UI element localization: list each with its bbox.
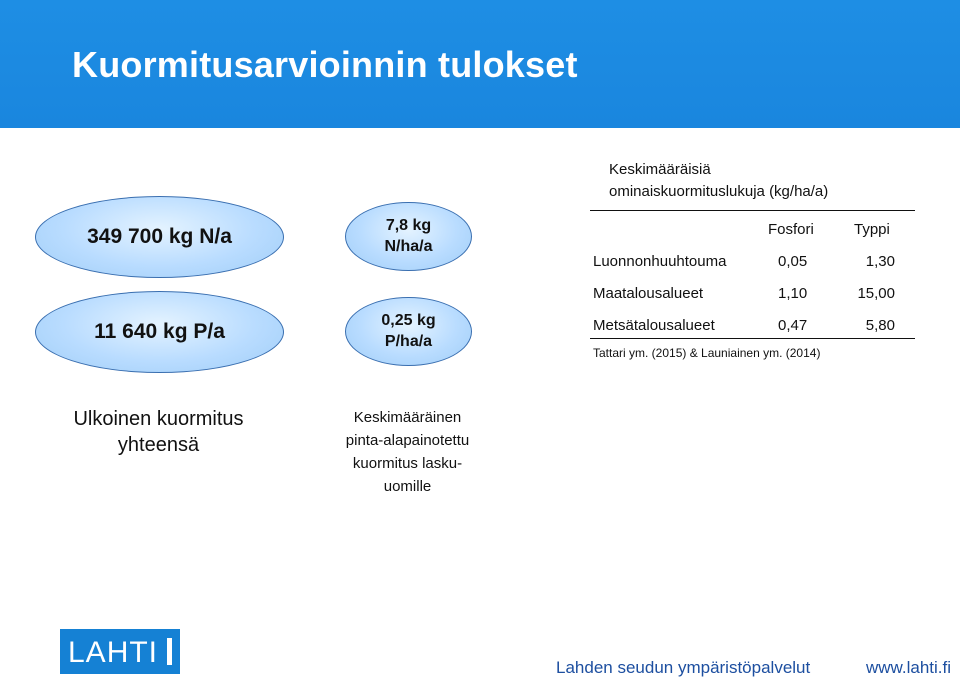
avg-phosphorus-value: 0,25 kg (381, 311, 436, 329)
table-row (590, 253, 915, 275)
avg-nitrogen-ellipse (345, 202, 472, 271)
average-load-label-line2: pinta-alapainotettu (345, 432, 470, 449)
row-nitrogen: 1,30 (865, 253, 895, 270)
logo-text: LAHTI (68, 636, 159, 669)
logo-bar (167, 638, 172, 665)
table-source: Tattari ym. (2015) & Launiainen ym. (2014) (593, 346, 821, 360)
average-load-label-line3: kuormitus lasku- (352, 455, 463, 472)
row-nitrogen: 15,00 (857, 285, 895, 302)
table-row (590, 285, 915, 307)
average-load-label (320, 406, 495, 498)
avg-nitrogen-unit: N/ha/a (384, 237, 433, 255)
table-caption-line2: ominaiskuormituslukuja (kg/ha/a) (609, 183, 829, 200)
column-header-fosfori: Fosfori (768, 221, 814, 238)
row-phosphorus: 0,47 (778, 317, 808, 334)
footer-url-link[interactable]: www.lahti.fi (866, 658, 952, 677)
row-nitrogen: 5,80 (865, 317, 895, 334)
average-load-label-line4: uomille (383, 478, 432, 495)
table-bottom-rule (590, 338, 915, 339)
external-load-label-line2: yhteensä (117, 434, 200, 456)
table-caption-line1: Keskimääräisiä (609, 161, 711, 178)
page-title: Kuormitusarvioinnin tulokset (72, 44, 578, 85)
total-nitrogen-ellipse (35, 196, 284, 278)
total-phosphorus-ellipse (35, 291, 284, 373)
avg-phosphorus-unit: P/ha/a (384, 332, 433, 350)
average-load-label-line1: Keskimääräinen (353, 409, 462, 426)
row-phosphorus: 1,10 (778, 285, 808, 302)
external-load-label-line1: Ulkoinen kuormitus (73, 408, 244, 430)
avg-phosphorus-ellipse (345, 297, 472, 366)
row-name: Maatalousalueet (593, 285, 704, 302)
row-phosphorus: 0,05 (778, 253, 808, 270)
row-name: Luonnonhuuhtouma (593, 253, 727, 270)
table-caption (609, 159, 909, 203)
external-load-label (40, 406, 277, 458)
title-banner (0, 0, 960, 128)
lahti-logo (60, 629, 180, 674)
total-phosphorus-value: 11 640 kg P/a (94, 320, 225, 343)
footer-organization: Lahden seudun ympäristöpalvelut (556, 658, 811, 677)
avg-nitrogen-value: 7,8 kg (385, 216, 432, 234)
total-nitrogen-value: 349 700 kg N/a (87, 225, 232, 248)
column-header-typpi: Typpi (854, 221, 890, 238)
table-top-rule (590, 210, 915, 211)
table-row (590, 317, 915, 339)
row-name: Metsätalousalueet (593, 317, 715, 334)
